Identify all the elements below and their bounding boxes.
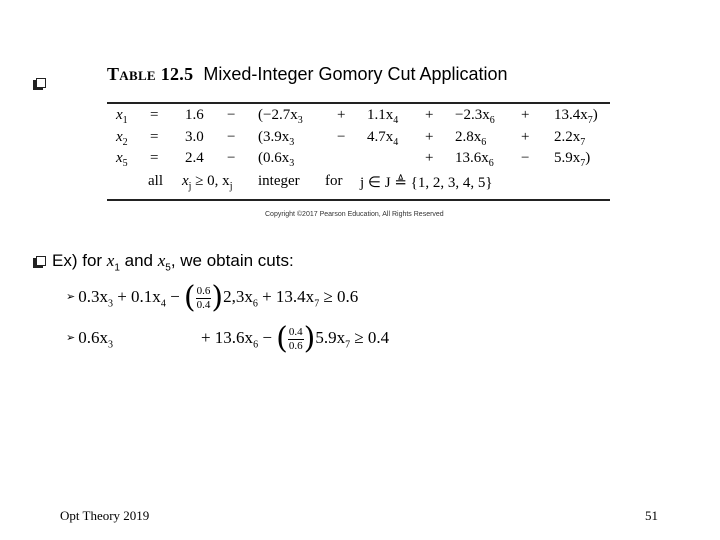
row-for: for [325,173,343,189]
row2-op2: − [337,129,346,145]
row1-var: $x_1$ [116,107,128,126]
row1-op2: + [337,107,346,123]
row2-t2: $4.7x_4$ [367,129,399,148]
example-intro: Ex) for $x_1$ and $x_5$, we obtain cuts: [52,251,294,274]
cut-1: ➢ $0.3x_3 + 0.1x_4$ − ( $\frac{0.6}{0.4}$ )$2,3x_6 + 13.4x_7 \ge 0.6$ [66,280,359,315]
fraction: ( $\frac{0.6}{0.4}$ ) [183,280,224,315]
row3-op4: − [521,150,530,166]
row-nonneg: $x_j \ge 0$, $x_j$ [182,173,233,192]
row1-t2: $1.1x_4$ [367,107,399,126]
row1-t1: ($-2.7x_3$ [258,107,303,126]
row3-op3: + [425,150,434,166]
row3-t4: $5.9x_7$) [554,150,591,169]
bullet-square-icon [33,256,46,269]
fraction: ( $\frac{0.4}{0.6}$ ) [276,321,316,356]
row3-eq: = [150,150,159,166]
row1-eq: = [150,107,159,123]
copyright-notice: Copyright ©2017 Pearson Education, All Rights Reserved [265,211,444,218]
row2-t3: $2.8x_6$ [455,129,487,148]
row3-var: $x_5$ [116,150,128,169]
table-bottom-rule [107,199,610,201]
row2-op3: + [425,129,434,145]
row2-t1: ($3.9x_3$ [258,129,295,148]
row3-t1: ($0.6x_3$ [258,150,295,169]
row2-op4: + [521,129,530,145]
row1-op3: + [425,107,434,123]
row1-op4: + [521,107,530,123]
row3-const: 2.4 [185,150,204,166]
row2-var: $x_2$ [116,129,128,148]
row-integer: integer [258,173,300,189]
row2-eq: = [150,129,159,145]
row1-t3: $-2.3x_6$ [455,107,495,126]
table-heading: Mixed-Integer Gomory Cut Application [203,64,508,84]
row-all: all [148,173,163,189]
arrow-bullet-icon: ➢ [66,330,76,344]
row1-op: − [227,107,236,123]
row3-t3: $13.6x_6$ [455,150,494,169]
arrow-bullet-icon: ➢ [66,289,76,303]
row2-op: − [227,129,236,145]
row2-t4: $2.2x_7$ [554,129,586,148]
row-set: j ∈ J ≜ {1, 2, 3, 4, 5} [360,175,493,191]
table-title [107,64,508,85]
row2-const: 3.0 [185,129,204,145]
footer-course: Opt Theory 2019 [60,508,150,523]
row3-op: − [227,150,236,166]
cut-2: ➢ $0.6x_3 + 13.6x_6$ − ( $\frac{0.4}{0.6}$ )$5.9x_7 \ge 0.4$ [66,321,390,356]
table-label: Table 12.5 [107,64,194,84]
bullet-square-icon [33,78,46,91]
row1-t4: $13.4x_7$) [554,107,598,126]
row1-const: 1.6 [185,107,204,123]
page-number: 51 [645,508,658,523]
table-top-rule [107,102,610,104]
